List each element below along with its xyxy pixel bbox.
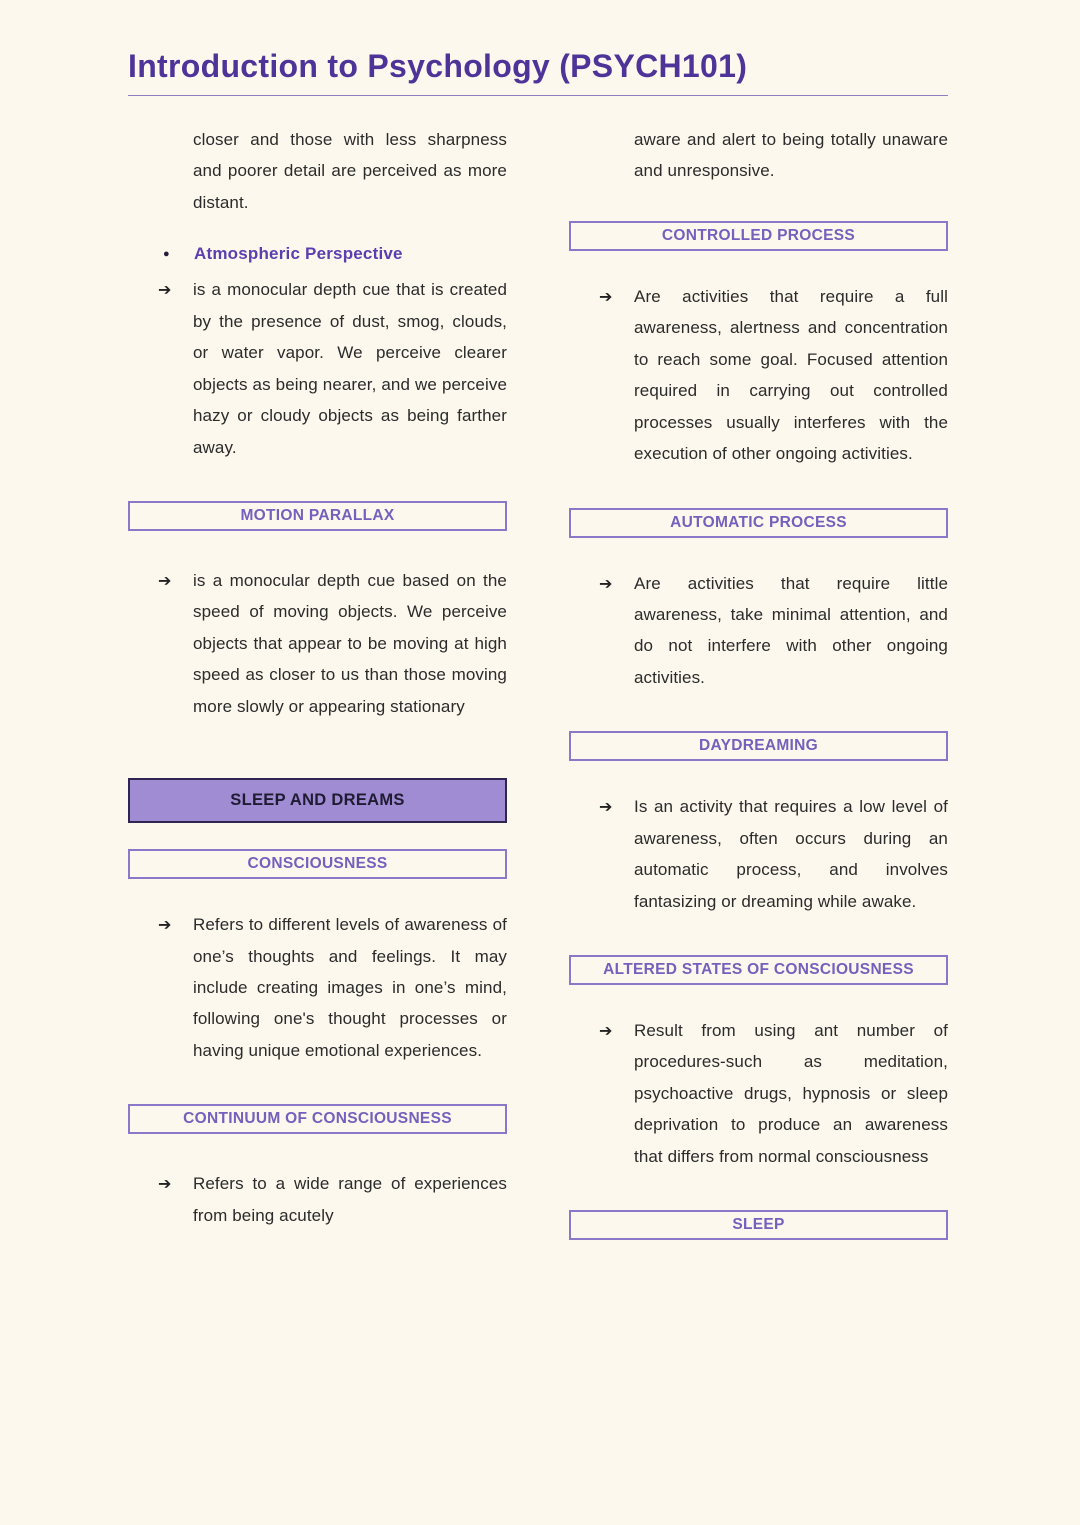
arrow-icon: ➔ [599,573,613,593]
arrow-icon: ➔ [599,1021,613,1040]
section-box-consciousness [128,849,507,879]
right-column [569,124,948,1240]
page-title: Introduction to Psychology (PSYCH101) [128,48,748,84]
arrow-icon: ➔ [158,915,172,935]
arrow-item-text: Refers to different levels of awareness of one’s thoughts and feelings. It may include creating images in one’s mind, following one's thought processes or having unique emotional experiences. [193,915,507,1060]
arrow-icon: ➔ [599,797,613,817]
arrow-item-atmospheric [128,274,507,463]
arrow-item-text: Is an activity that requires a low level of awareness, often occurs during an automatic process, and involves fantasizing or dreaming while awake. [634,797,948,911]
section-box-controlled-process [569,221,948,251]
section-box-label: SLEEP [732,1216,785,1234]
arrow-item-text: is a monocular depth cue based on the speed of moving objects. We perceive objects that appear to be moving at high speed as closer to us than those moving more slowly or appearing stationary [193,570,507,716]
arrow-item-motion-parallax [128,565,507,722]
title-divider [128,95,948,96]
section-box-label: CONTINUUM OF CONSCIOUSNESS [183,1110,452,1128]
arrow-item-daydreaming [569,791,948,917]
arrow-icon: ➔ [599,286,613,306]
arrow-item-automatic-process [569,568,948,694]
two-column-layout [128,124,948,1240]
section-box-continuum-of-consciousness [128,1104,507,1134]
section-box-label: DAYDREAMING [699,737,818,755]
arrow-icon: ➔ [158,1174,172,1194]
arrow-item-controlled-process [569,281,948,470]
arrow-item-text: Are activities that require little awareness, take minimal attention, and do not interfere with other ongoing activities. [634,573,948,687]
section-box-label: ALTERED STATES OF CONSCIOUSNESS [603,961,914,978]
arrow-item-text: Refers to a wide range of experiences from being acutely [193,1174,507,1225]
arrow-item-consciousness [128,909,507,1066]
section-box-sleep [569,1210,948,1240]
arrow-item-continuum [128,1168,507,1231]
arrow-item-text: Are activities that require a full awareness, alertness and concentration to reach some goal. Focused attention required in carrying out controlled processes usually interferes with the execution of other ongoing activities. [634,286,948,464]
arrow-icon: ➔ [158,280,172,300]
section-box-automatic-process [569,508,948,538]
paragraph-awareness-continuation: aware and alert to being totally unaware and unresponsive. [634,130,948,181]
arrow-item-altered-states [569,1015,948,1172]
left-column [128,124,507,1240]
section-box-motion-parallax [128,501,507,531]
section-box-label: SLEEP AND DREAMS [230,791,405,810]
arrow-item-text: Result from using ant number of procedures-such as meditation, psychoactive drugs, hypnosis or sleep deprivation to produce an awareness that differs from normal consciousness [634,1021,948,1166]
bullet-heading-atmospheric-perspective [128,244,507,264]
section-box-label: MOTION PARALLAX [240,506,395,524]
page-header [128,48,948,96]
section-box-label: CONTROLLED PROCESS [661,226,856,244]
arrow-icon: ➔ [158,570,172,590]
section-box-sleep-and-dreams [128,778,507,823]
section-box-label: AUTOMATIC PROCESS [670,513,847,531]
section-box-daydreaming [569,731,948,761]
section-box-altered-states [569,955,948,985]
bullet-icon: ● [163,248,170,261]
arrow-item-text: is a monocular depth cue that is created by the presence of dust, smog, clouds, or water vapor. We perceive clearer objects as being nearer, and we perceive hazy or cloudy objects as being farther away. [193,280,507,457]
paragraph-depth-cue-continuation: closer and those with less sharpness and poorer detail are perceived as more distant. [193,130,507,212]
bullet-heading-label: Atmospheric Perspective [194,244,403,264]
section-box-label: CONSCIOUSNESS [247,855,388,873]
